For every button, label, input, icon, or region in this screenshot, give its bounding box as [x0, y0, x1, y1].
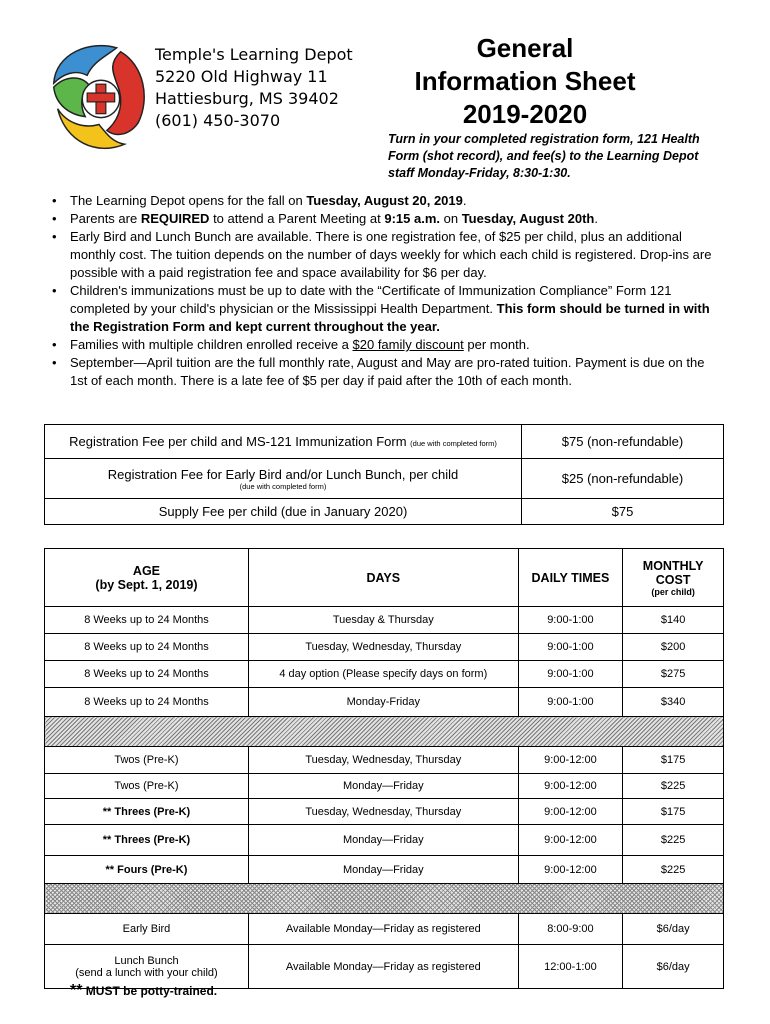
age-cell: ** Fours (Pre-K)	[45, 856, 249, 884]
fee-row	[45, 499, 724, 525]
address-line-2: Hattiesburg, MS 39402	[155, 89, 339, 108]
times-cell: 9:00-1:00	[518, 688, 623, 717]
fee-amount: $25 (non-refundable)	[522, 459, 724, 499]
days-header: DAYS	[248, 549, 518, 607]
footnote-marker: **	[70, 982, 83, 999]
days-cell: Available Monday—Friday as registered	[248, 914, 518, 945]
cost-cell: $6/day	[623, 945, 724, 989]
submission-instructions: Turn in your completed registration form, 121 Health Form (shot record), and fee(s) to the Learning Depot staff Monday-Friday, 8:30-1:30.	[388, 132, 700, 180]
cost-header: MONTHLY COST (per child)	[623, 549, 724, 607]
cost-cell: $6/day	[623, 914, 724, 945]
days-cell: Monday—Friday	[248, 825, 518, 856]
fee-amount: $75	[522, 499, 724, 525]
age-cell: ** Threes (Pre-K)	[45, 799, 249, 825]
school-logo	[38, 36, 156, 154]
cost-cell: $140	[623, 607, 724, 634]
fee-table	[44, 424, 724, 525]
times-cell: 9:00-1:00	[518, 661, 623, 688]
cost-cell: $175	[623, 747, 724, 774]
days-cell: Tuesday & Thursday	[248, 607, 518, 634]
info-bullet-list	[52, 192, 712, 390]
schedule-table	[44, 548, 724, 989]
times-cell: 12:00-1:00	[518, 945, 623, 989]
times-cell: 9:00-12:00	[518, 856, 623, 884]
age-cell: 8 Weeks up to 24 Months	[45, 607, 249, 634]
age-cell: Lunch Bunch (send a lunch with your child)	[45, 945, 249, 989]
times-header: DAILY TIMES	[518, 549, 623, 607]
cost-cell: $275	[623, 661, 724, 688]
cost-cell: $225	[623, 825, 724, 856]
table-row	[45, 661, 724, 688]
table-row	[45, 747, 724, 774]
table-row	[45, 914, 724, 945]
times-cell: 9:00-12:00	[518, 747, 623, 774]
potty-trained-footnote	[70, 982, 217, 1000]
hatched-divider	[45, 717, 724, 747]
table-row	[45, 688, 724, 717]
section-divider-row	[45, 884, 724, 914]
phone-number: (601) 450-3070	[155, 111, 281, 130]
footnote-text: MUST be potty-trained.	[82, 984, 218, 998]
table-row	[45, 856, 724, 884]
times-cell: 9:00-12:00	[518, 799, 623, 825]
bullet-parent-meeting: • Parents are REQUIRED to attend a Parent Meeting at 9:15 a.m. on Tuesday, August 20th.	[52, 210, 712, 228]
cost-cell: $340	[623, 688, 724, 717]
days-cell: Tuesday, Wednesday, Thursday	[248, 799, 518, 825]
schedule-header-row	[45, 549, 724, 607]
fee-row	[45, 425, 724, 459]
fee-amount: $75 (non-refundable)	[522, 425, 724, 459]
fee-description: Supply Fee per child (due in January 2020)	[45, 499, 522, 525]
cost-cell: $225	[623, 774, 724, 799]
table-row	[45, 799, 724, 825]
age-cell: 8 Weeks up to 24 Months	[45, 634, 249, 661]
title-line-1: General	[476, 33, 574, 63]
age-cell: Twos (Pre-K)	[45, 774, 249, 799]
days-cell: Available Monday—Friday as registered	[248, 945, 518, 989]
title-line-3: 2019-2020	[462, 99, 588, 129]
table-row	[45, 774, 724, 799]
times-cell: 9:00-12:00	[518, 825, 623, 856]
bullet-early-bird: • Early Bird and Lunch Bunch are available. There is one registration fee, of $25 per child, plus an additional monthly cost. The tuition depends on the number of days weekly for which each child is registered. Drop-ins are possible with a paid registration fee and space availability for $6 per day.	[52, 228, 712, 282]
bullet-family-discount: • Families with multiple children enrolled receive a $20 family discount per month.	[52, 336, 712, 354]
cost-cell: $175	[623, 799, 724, 825]
days-cell: Tuesday, Wednesday, Thursday	[248, 747, 518, 774]
times-cell: 9:00-12:00	[518, 774, 623, 799]
times-cell: 8:00-9:00	[518, 914, 623, 945]
days-cell: 4 day option (Please specify days on form)	[248, 661, 518, 688]
table-row	[45, 607, 724, 634]
age-cell: 8 Weeks up to 24 Months	[45, 661, 249, 688]
cost-cell: $200	[623, 634, 724, 661]
days-cell: Monday-Friday	[248, 688, 518, 717]
table-row	[45, 634, 724, 661]
table-row	[45, 825, 724, 856]
section-divider-row	[45, 717, 724, 747]
cost-cell: $225	[623, 856, 724, 884]
age-header: AGE (by Sept. 1, 2019)	[45, 549, 249, 607]
bullet-opening-date: • The Learning Depot opens for the fall on Tuesday, August 20, 2019.	[52, 192, 712, 210]
age-cell: 8 Weeks up to 24 Months	[45, 688, 249, 717]
school-name: Temple's Learning Depot	[155, 45, 353, 64]
times-cell: 9:00-1:00	[518, 607, 623, 634]
times-cell: 9:00-1:00	[518, 634, 623, 661]
fee-row	[45, 459, 724, 499]
days-cell: Monday—Friday	[248, 774, 518, 799]
hatched-divider	[45, 884, 724, 914]
age-cell: Twos (Pre-K)	[45, 747, 249, 774]
age-cell: Early Bird	[45, 914, 249, 945]
page-title	[390, 32, 660, 131]
days-cell: Tuesday, Wednesday, Thursday	[248, 634, 518, 661]
family-discount-link[interactable]: $20 family discount	[352, 337, 464, 352]
title-line-2: Information Sheet	[414, 66, 636, 96]
fee-description: Registration Fee for Early Bird and/or Lunch Bunch, per child (due with completed form)	[45, 459, 522, 499]
bullet-tuition-schedule: • September—April tuition are the full monthly rate, August and May are pro-rated tuition. Payment is due on the 1st of each month. There is a late fee of $5 per day if paid after the 10th of each month.	[52, 354, 712, 390]
address-line-1: 5220 Old Highway 11	[155, 67, 328, 86]
school-address-block	[155, 44, 353, 132]
bullet-immunizations: • Children's immunizations must be up to date with the “Certificate of Immunization Compliance” Form 121 completed by your child's physician or the Mississippi Health Department. This form should be turned in with the Registration Form and kept current throughout the year.	[52, 282, 712, 336]
age-cell: ** Threes (Pre-K)	[45, 825, 249, 856]
fee-description: Registration Fee per child and MS-121 Immunization Form (due with completed form)	[45, 425, 522, 459]
days-cell: Monday—Friday	[248, 856, 518, 884]
